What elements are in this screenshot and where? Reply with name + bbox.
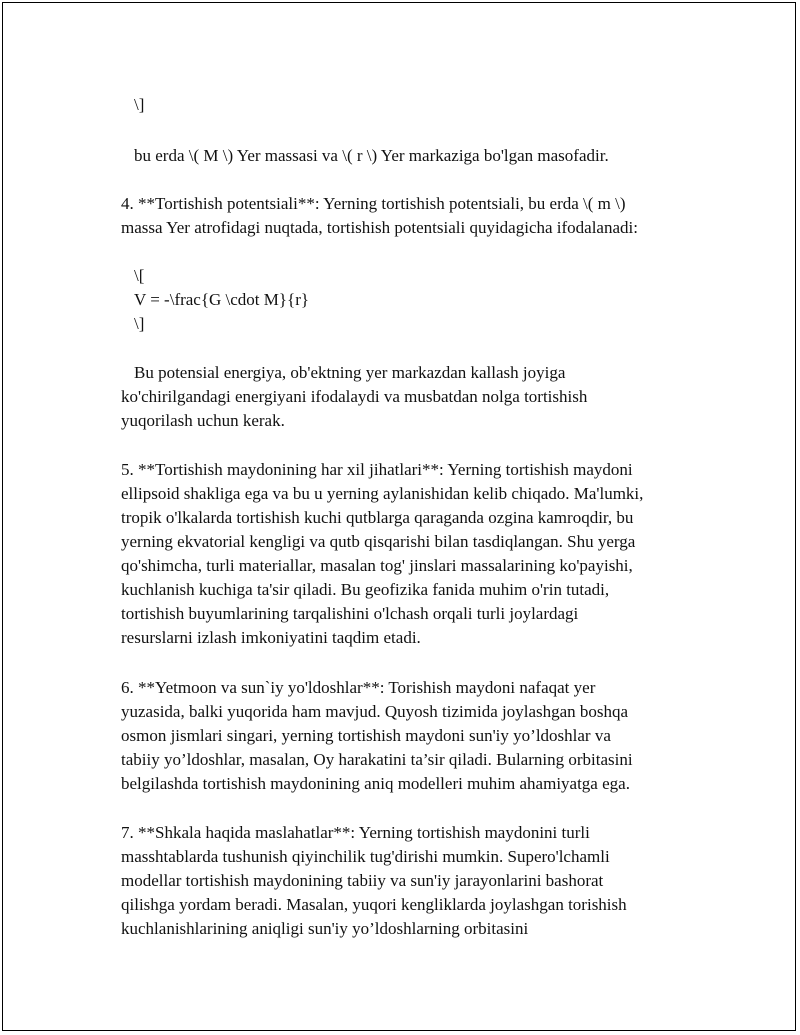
text-line: yerning ekvatorial kengligi va qutb qisqarishi bilan tasdiqlangan. Shu yerga	[121, 532, 636, 551]
text-line: masshtablarda tushunish qiyinchilik tug'dirishi mumkin. Supero'lchamli	[121, 847, 610, 866]
text-line: Bu potensial energiya, ob'ektning yer markazdan kallash joyiga	[134, 363, 566, 382]
text-line: belgilashda tortishish maydonining aniq modelleri muhim ahamiyatga ega.	[121, 774, 630, 793]
text-line: resurslarni izlash imkoniyatini taqdim etadi.	[121, 628, 421, 647]
text-line: V = -\frac{G \cdot M}{r}	[134, 290, 310, 309]
text-line: ko'chirilgandagi energiyani ifodalaydi va musbatdan nolga tortishish	[121, 387, 588, 406]
text-line: osmon jismlari singari, yerning tortishish maydoni sun'iy yo’ldoshlar va	[121, 726, 611, 745]
text-line: \]	[134, 314, 145, 333]
text-line: 5. **Tortishish maydonining har xil jihatlari**: Yerning tortishish maydoni	[121, 460, 633, 479]
text-line: tabiiy yo’ldoshlar, masalan, Oy harakatini ta’sir qiladi. Bularning orbitasini	[121, 750, 633, 769]
document-page	[2, 2, 796, 1031]
text-line: kuchlanishlarining aniqligi sun'iy yo’ldoshlarning orbitasini	[121, 919, 529, 938]
text-line: 6. **Yetmoon va sun`iy yo'ldoshlar**: Torishish maydoni nafaqat yer	[121, 678, 596, 697]
text-line: tortishish buyumlarining tarqalishini o'lchash orqali turli joylardagi	[121, 604, 579, 623]
text-line: modellar tortishish maydonining tabiiy va sun'iy jarayonlarini bashorat	[121, 871, 604, 890]
text-line: \[	[134, 266, 145, 285]
text-line: kuchlanish kuchiga ta'sir qiladi. Bu geofizika fanida muhim o'rin tutadi,	[121, 580, 610, 599]
text-line: massa Yer atrofidagi nuqtada, tortishish potentsiali quyidagicha ifodalanadi:	[121, 218, 638, 237]
text-line: \]	[134, 95, 145, 114]
text-line: 4. **Tortishish potentsiali**: Yerning tortishish potentsiali, bu erda \( m \)	[121, 194, 626, 213]
text-line: qo'shimcha, turli materiallar, masalan tog' jinslari massalarining ko'payishi,	[121, 556, 633, 575]
text-line: bu erda \( M \) Yer massasi va \( r \) Yer markaziga bo'lgan masofadir.	[134, 146, 609, 165]
text-line: qilishga yordam beradi. Masalan, yuqori kengliklarda joylashgan torishish	[121, 895, 627, 914]
text-line: yuzasida, balki yuqorida ham mavjud. Quyosh tizimida joylashgan boshqa	[121, 702, 629, 721]
text-line: tropik o'lkalarda tortishish kuchi qutblarga qaraganda ozgina kamroqdir, bu	[121, 508, 634, 527]
text-line: ellipsoid shakliga ega va bu u yerning aylanishidan kelib chiqado. Ma'lumki,	[121, 484, 644, 503]
text-line: 7. **Shkala haqida maslahatlar**: Yerning tortishish maydonini turli	[121, 823, 590, 842]
text-line: yuqorilash uchun kerak.	[121, 411, 285, 430]
